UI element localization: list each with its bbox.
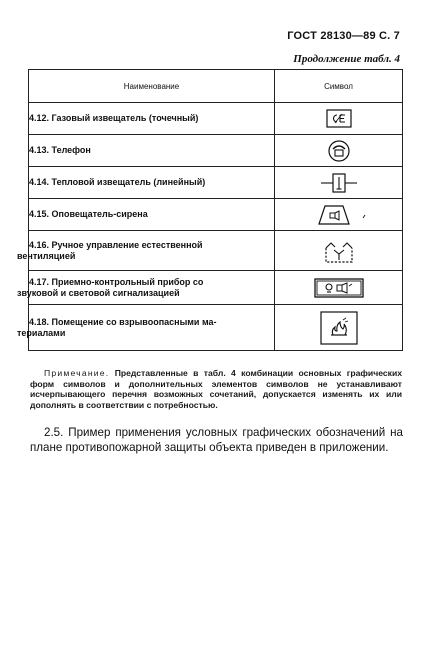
symbol-cell [275, 167, 403, 199]
row-name [17, 271, 275, 305]
row-name-line1: 4.16. Ручное управление естественной [29, 239, 203, 250]
table-row [29, 167, 403, 199]
row-name [29, 135, 275, 167]
header-name: Наименование [29, 70, 275, 103]
row-name [17, 305, 275, 351]
gas-detector-icon [326, 109, 352, 128]
table-row [29, 135, 403, 167]
manual-ventilation-icon [322, 238, 356, 264]
row-name-line2: териалами [17, 327, 66, 338]
row-name-line2: звуковой и световой сигнализацией [17, 287, 180, 298]
symbols-table [17, 69, 403, 351]
row-name-line1: 4.17. Приемно-контрольный прибор со [29, 276, 204, 287]
row-name-line1: 4.13. Телефон [29, 145, 91, 155]
table-row [29, 199, 403, 231]
note-text: Представленные в табл. 4 комбинации основных графических форм символов и дополнительных элементов символов не устанавливают исчерпывающего перечня возможных сочетаний, допускается изменять их или дополнять в соответствии с потребностью. [30, 368, 403, 410]
symbol-cell [275, 199, 403, 231]
row-name [29, 167, 275, 199]
row-name [29, 199, 275, 231]
table-row [29, 231, 403, 271]
symbol-cell [275, 231, 403, 271]
linear-heat-detector-icon [319, 172, 359, 194]
section-2-5-paragraph: 2.5. Пример применения условных графических обозначений на плане противопожарной защиты объекта приведен в приложении. [30, 426, 403, 454]
siren-icon [309, 204, 369, 226]
table-continuation-label: Продолжение табл. 4 [293, 53, 400, 65]
symbol-cell [275, 135, 403, 167]
header-symbol: Символ [275, 70, 403, 103]
table-row [29, 103, 403, 135]
symbol-cell [275, 305, 403, 351]
control-panel-icon [314, 278, 364, 298]
table-row [29, 271, 403, 305]
telephone-icon [327, 140, 351, 162]
symbol-cell [275, 271, 403, 305]
row-name [17, 231, 275, 271]
row-name-line2: вентиляцией [17, 250, 76, 261]
row-name [29, 103, 275, 135]
row-name-line1: 4.15. Оповещатель-сирена [29, 209, 148, 219]
row-name-line1: 4.12. Газовый извещатель (точечный) [29, 113, 199, 123]
symbol-cell [275, 103, 403, 135]
row-name-line1: 4.18. Помещение со взрывоопасными ма- [29, 316, 217, 327]
document-header: ГОСТ 28130—89 С. 7 [287, 30, 400, 42]
explosive-room-icon [319, 310, 359, 346]
table-row [29, 305, 403, 351]
table-note [30, 368, 402, 410]
row-name-line1: 4.14. Тепловой извещатель (линейный) [29, 177, 206, 187]
note-lead: Примечание. [44, 368, 110, 378]
table-header-row [29, 70, 403, 103]
